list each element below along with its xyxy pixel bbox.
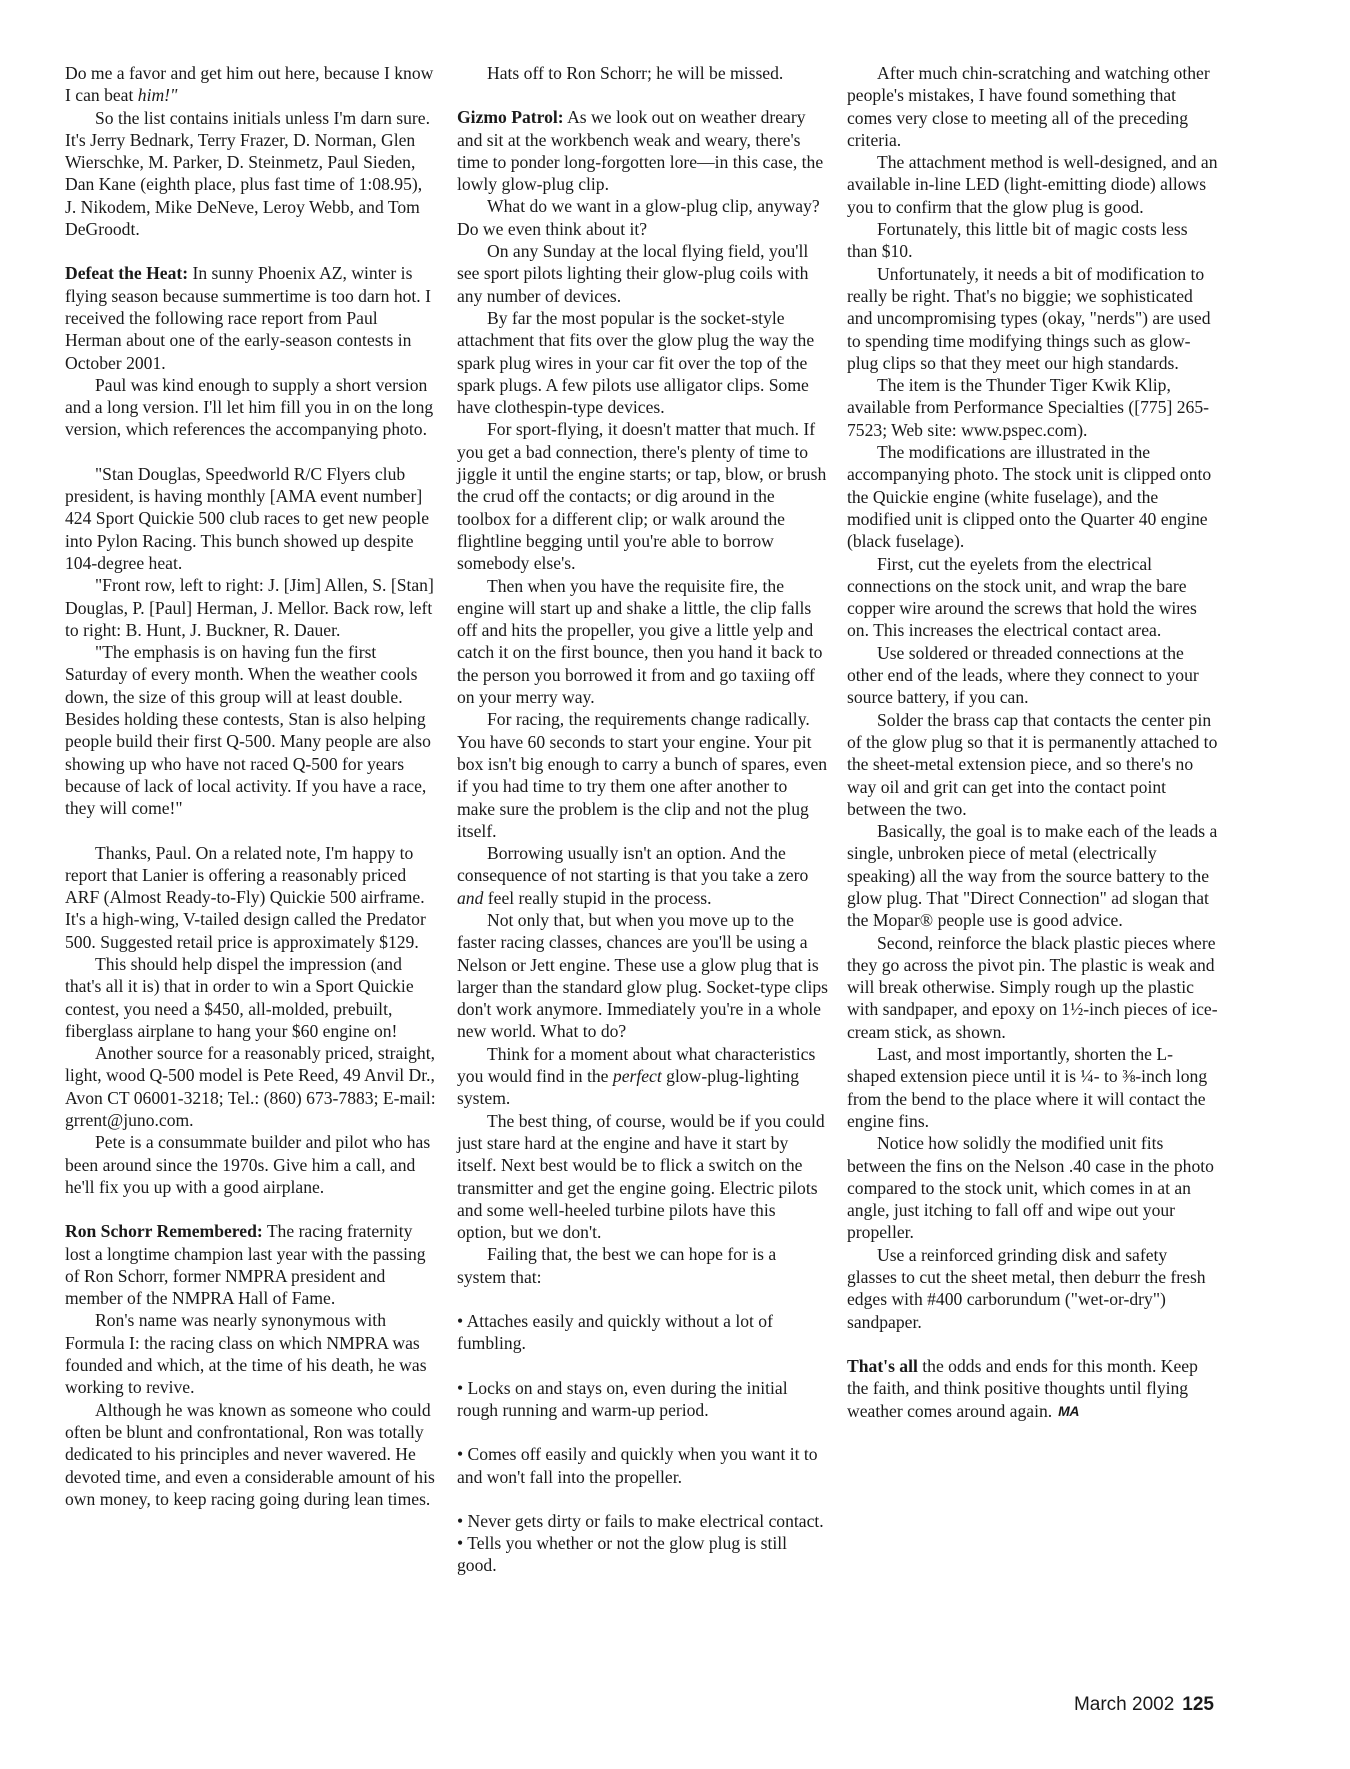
paragraph: Ron's name was nearly synonymous with Formula I: the racing class on which NMPRA was founded and which, at the time of his death, he was working to revive. [65, 1310, 427, 1398]
paragraph: After much chin-scratching and watching other people's mistakes, I have found something that comes very close to meeting all of the preceding criteria. [847, 63, 1210, 150]
paragraph: Pete is a consummate builder and pilot who has been around since the 1970s. Give him a call, and he'll fix you up with a good airplane. [65, 1132, 431, 1197]
paragraph: Paul was kind enough to supply a short version and a long version. I'll let him fill you in on the long version, which references the accompanying photo. [65, 374, 434, 440]
paragraph: What do we want in a glow-plug clip, anyway? Do we even think about it? [457, 196, 820, 239]
paragraph: By far the most popular is the socket-style attachment that fits over the glow plug the way the spark plug wires in your car fit over the top of the spark plugs. A few pilots use alligator clips. Some have clothespin-type devices. [457, 307, 815, 418]
paragraph: On any Sunday at the local flying field, you'll see sport pilots lighting their glow-plug coils with any number of devices. [457, 241, 809, 306]
paragraph: Thanks, Paul. On a related note, I'm happy to report that Lanier is offering a reasonably priced ARF (Almost Ready-to-Fly) Quickie 500 airframe. It's a high-wing, V-tailed design called the Predator 500. Suggested retail price is approximately $129. [65, 842, 426, 952]
text: Think for a moment about what characteristics you would find in the [457, 1043, 816, 1087]
section-heading: Gizmo Patrol: [457, 107, 564, 128]
quote-paragraph: "The emphasis is on having fun the first Saturday of every month. When the weather cools down, the size of this group will at least double. Besides holding these contests, Stan is also helping people build their first Q-500. Many people are also showing up who have not raced Q-500 for years because of lack of local activity. If you have a race, they will come!" [65, 642, 431, 819]
paragraph: Use soldered or threaded connections at the other end of the leads, where they connect to your source battery, if you can. [847, 642, 1199, 708]
paragraph: Use a reinforced grinding disk and safety glasses to cut the sheet metal, then deburr the fresh edges with #400 carborundum ("wet-or-dry") sandpaper. [847, 1244, 1206, 1332]
paragraph: For racing, the requirements change radically. You have 60 seconds to start your engine. Your pit box isn't big enough to carry a bunch of spares, even if you had time to try them one after another to make sure the problem is the clip and not the plug itself. [457, 709, 828, 841]
emphasis: him!" [137, 85, 178, 106]
bullet-item: • Comes off easily and quickly when you want it to and won't fall into the propeller. [457, 1444, 818, 1487]
text: The racing fraternity lost a longtime champion last year with the passing of Ron Schorr, former NMPRA president and member of the NMPRA Hall of Fame. [65, 1221, 426, 1309]
paragraph: For sport-flying, it doesn't matter that much. If you get a bad connection, there's plenty of time to jiggle it until the engine starts; or tap, blow, or brush the crud off the contacts; or dig around in the toolbox for a different clip; or walk around the flightline begging until you're able to borrow somebody else's. [457, 419, 827, 574]
paragraph: Fortunately, this little bit of magic costs less than $10. [847, 219, 1188, 262]
paragraph: Notice how solidly the modified unit fits between the fins on the Nelson .40 case in the photo compared to the stock unit, which comes in at an angle, just itching to fall off and wipe out your propeller. [847, 1133, 1214, 1243]
paragraph: Not only that, but when you move up to the faster racing classes, chances are you'll be using a Nelson or Jett engine. These use a glow plug that is larger than the standard glow plug. Socket-type clips don't work anymore. Immediately you're in a whole new world. What to do? [457, 909, 829, 1042]
section-heading: Ron Schorr Remembered: [65, 1221, 263, 1242]
section-heading: Defeat the Heat: [65, 263, 189, 284]
column-middle [457, 62, 829, 1577]
paragraph: Hats off to Ron Schorr; he will be missed. [487, 63, 784, 83]
paragraph: Second, reinforce the black plastic pieces where they go across the pivot pin. The plastic is weak and will break otherwise. Simply rough up the plastic with sandpaper, and epoxy on 1½-inch pieces of ice-cream stick, as shown. [847, 932, 1218, 1042]
paragraph: Another source for a reasonably priced, straight, light, wood Q-500 model is Pete Reed, 49 Anvil Dr., Avon CT 06001-3218; Tel.: (860) 673-7883; E-mail: grrent@juno.com. [65, 1043, 436, 1131]
paragraph [457, 842, 829, 909]
quote-paragraph: "Front row, left to right: J. [Jim] Allen, S. [Stan] Douglas, P. [Paul] Herman, J. Mellor. Back row, left to right: B. Hunt, J. Buckner, R. Dauer. [65, 575, 434, 640]
emphasis: and [457, 887, 484, 908]
text: Borrowing usually isn't an option. And the consequence of not starting is that you take a zero [457, 843, 809, 886]
bullet-item: • Never gets dirty or fails to make electrical contact. [457, 1510, 824, 1531]
column-left [65, 62, 437, 1510]
ma-logo: MA [1058, 1402, 1079, 1419]
paragraph: Then when you have the requisite fire, the engine will start up and shake a little, the clip falls off and hits the propeller, you give a little yelp and catch it on the first bounce, then you hand it back to the person you borrowed it from and go taxiing off on your merry way. [457, 575, 823, 708]
paragraph: The modifications are illustrated in the accompanying photo. The stock unit is clipped onto the Quickie engine (white fuselage), and the modified unit is clipped onto the Quarter 40 engine (black fuselage). [847, 442, 1212, 552]
section-defeat-the-heat [65, 262, 437, 373]
section-heading: That's all [847, 1355, 918, 1376]
paragraph: Basically, the goal is to make each of the leads a single, unbroken piece of metal (electrically speaking) all the way from the source battery to the glow plug. That "Direct Connection" ad slogan that the Mopar® people use is good advice. [847, 821, 1218, 931]
emphasis: perfect [612, 1066, 662, 1087]
text: As we look out on weather dreary and sit at the workbench weak and weary, there's time to ponder long-forgotten lore—in this case, the lowly glow-plug clip. [457, 107, 824, 195]
column-right [847, 62, 1219, 1422]
paragraph [457, 1043, 829, 1110]
text: Do me a favor and get him out here, because I know I can beat [65, 63, 434, 106]
text: feel really stupid in the process. [483, 887, 712, 908]
paragraph: So the list contains initials unless I'm darn sure. It's Jerry Bednark, Terry Frazer, D. Norman, Glen Wierschke, M. Parker, D. Steinmetz, Paul Sieden, Dan Kane (eighth place, plus fast time of 1:08.95), J. Nikodem, Mike DeNeve, Leroy Webb, and Tom DeGroodt. [65, 107, 430, 240]
paragraph: The best thing, of course, would be if you could just stare hard at the engine and have it start by itself. Next best would be to flick a switch on the transmitter and get the engine going. Electric pilots and some well-heeled turbine pilots have this option, but we don't. [457, 1110, 825, 1243]
page-number: 125 [1182, 1694, 1214, 1715]
paragraph: The item is the Thunder Tiger Kwik Klip, available from Performance Specialties ([775] 265-7523; Web site: www.pspec.com). [847, 375, 1209, 440]
page-footer [1074, 1694, 1214, 1716]
paragraph: The attachment method is well-designed, and an available in-line LED (light-emitting diode) allows you to confirm that the glow plug is good. [847, 152, 1218, 217]
issue-date: March 2002 [1073, 1694, 1175, 1715]
paragraph: Last, and most importantly, shorten the L-shaped extension piece until it is ¼- to ⅜-inch long from the bend to the place where it will contact the engine fins. [847, 1044, 1208, 1131]
text: glow-plug-lighting system. [457, 1066, 800, 1109]
paragraph: This should help dispel the impression (and that's all it is) that in order to win a Sport Quickie contest, you need a $450, all-molded, prebuilt, fiberglass airplane to hang your $60 engine on! [65, 953, 414, 1041]
bullet-item: • Attaches easily and quickly without a lot of fumbling. [457, 1311, 773, 1354]
paragraph: Unfortunately, it needs a bit of modification to really be right. That's no biggie; we sophisticated and uncompromising types (okay, "nerds") are used to spending time modifying things such as glow-plug clips so that they meet our high standards. [847, 263, 1211, 373]
bullet-item: • Locks on and stays on, even during the initial rough running and warm-up period. [457, 1377, 788, 1420]
bullet-item: • Tells you whether or not the glow plug is still good. [457, 1533, 788, 1576]
section-ron-schorr [65, 1220, 437, 1309]
paragraph: Solder the brass cap that contacts the center pin of the glow plug so that it is permanently attached to the sheet-metal extension piece, and so there's no way oil and grit can get into the contact point between the two. [847, 709, 1218, 819]
text: In sunny Phoenix AZ, winter is flying season because summertime is too darn hot. I received the following race report from Paul Herman about one of the early-season contests in October 2001. [65, 263, 431, 373]
text: the odds and ends for this month. Keep the faith, and think positive thoughts until flying weather comes around again. [847, 1355, 1198, 1421]
paragraph [65, 62, 437, 107]
paragraph: Failing that, the best we can hope for is a system that: [457, 1244, 777, 1287]
section-closing [847, 1355, 1219, 1422]
section-gizmo-patrol [457, 106, 829, 195]
paragraph: First, cut the eyelets from the electrical connections on the stock unit, and wrap the bare copper wire around the screws that hold the wires on. This increases the electrical contact area. [847, 553, 1197, 641]
paragraph: Although he was known as someone who could often be blunt and confrontational, Ron was totally dedicated to his principles and never wavered. He devoted time, and even a considerable amount of his own money, to keep racing going during lean times. [65, 1399, 435, 1509]
quote-paragraph: "Stan Douglas, Speedworld R/C Flyers club president, is having monthly [AMA event number] 424 Sport Quickie 500 club races to get new people into Pylon Racing. This bunch showed up despite 104-degree heat. [65, 463, 429, 573]
